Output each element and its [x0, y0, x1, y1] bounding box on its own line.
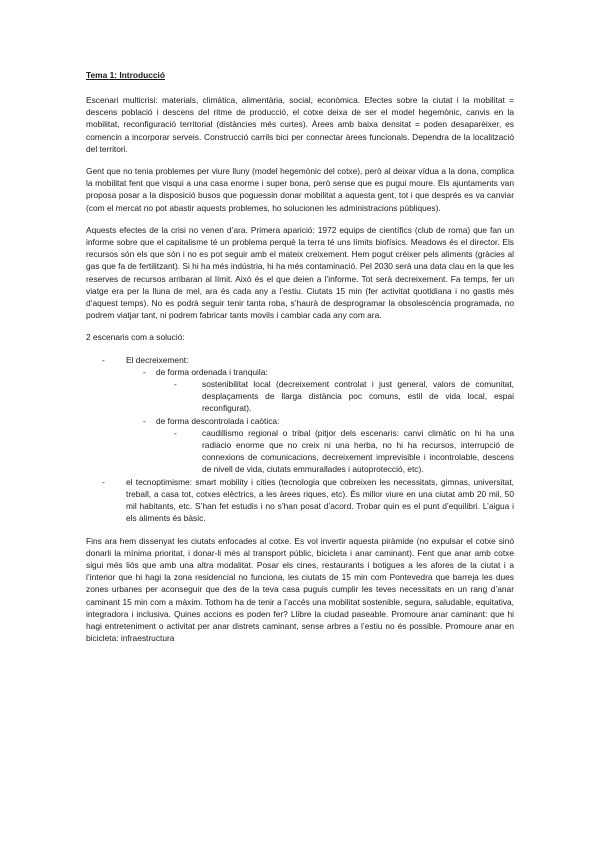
list-item-descontrolada — [86, 415, 514, 427]
page-title: Tema 1: Introducció — [86, 70, 165, 80]
dash-bullet: - — [143, 366, 146, 377]
list-item-text: caudillismo regional o tribal (pitjor dels escenaris: canvi climàtic on hi ha una radiacio enorme que no creix ni una herba, no hi ha recursos, interrupció de connexions de comunicacions, decreixement imprevisible i incontrolable, descens de nivell de vida, ciutats emmurallades i autoprotecció, etc). — [202, 427, 514, 475]
dash-bullet: - — [174, 379, 177, 390]
paragraph-multicrisis: Escenari multicrisi: materials, climàtica, alimentària, social, econòmica. Efectes sobre la ciutat i la mobilitat = descens població i descens del ritme de producció, el cotxe deixa de ser el model hegemònic, canvis en la mobilitat, reconfiguració territorial (distàncies més curtes). Àrees amb baixa densitat = poden desaparèixer, es comencin a incorporar serveis. Construcció carrils bici per connectar àrees funcionals. Dependra de la localització del territori. — [86, 95, 514, 154]
list-item-text: sostenibilitat local (decreixement controlat i just general, valors de comunitat, desplaçaments de llarga distància poc comuns, estil de vida local, espai reconfigurat). — [202, 379, 514, 414]
list-item-caudillismo — [86, 427, 514, 476]
dash-bullet: - — [102, 476, 105, 487]
dash-bullet: - — [174, 427, 177, 438]
paragraph-mobility: Gent que no tenia problemes per viure lluny (model hegemònic del cotxe), però al deixar vídua a la dona, complica la mobilitat fent que visqui a una casa enorme i super bona, però sense que es pugui moure. Els ajuntaments van proposa posar a la disposició busos que poguessin donar mobilitat a aquesta gent, tot i que després es va canviar (com el mercat no pot abastir aquests problemes, ho solucionen les administracions públiques). — [86, 166, 514, 213]
dash-bullet: - — [102, 354, 105, 365]
dash-bullet: - — [143, 415, 146, 426]
list-item-text: de forma descontrolada i caòtica: — [156, 415, 280, 426]
list-item-text: El decreixement: — [126, 354, 189, 365]
paragraph-crisis-origin: Aquests efectes de la crisi no venen d’ara. Primera aparició: 1972 equips de científics (club de roma) que fan un informe sobre que el capitalisme té un problema perquè la terra té uns límits biofísics. Meadows és el director. Els recursos són els que són i no es pot seguir amb el mateix creixement. Hem pogut créixer pels aliments (gràcies al gas que fa de fertilitzant). Si hi ha més indústria, hi ha més contaminació. Pel 2030 serà una data clau en la que les reserves de recursos arribaran al límit. Això és el que deien a l’informe. Tot serà decreixement. Fa temps, fer un viatge era per la lluna de mel, ara és cada any a l’estiu. Ciutats 15 min (fer activitat quotidiana i no gastis més d’aquest temps). No es podrà seguir tenir tanta roba, s’haurà de desprogramar la obsolescència programada, no podrem viatjar tant, ni podrem fabricar tants movils i cambiar cada any com ara. — [86, 224, 514, 321]
paragraph-city-design: Fins ara hem dissenyat les ciutats enfocades al cotxe. Es vol invertir aquesta piràmide (no expulsar el cotxe sinó donarli la mínima prioritat, i donar-li més al transport públic, bicicleta i anar caminant). Fent que anar amb cotxe sigui més liós que amb una altra modalitat. Posar els cines, restaurants i botigues a les afores de la ciutat i a l’interior que hi hagi la zona residencial no funciona, les ciutats de 15 min com Pontevedra que barreja les dues zones urbanes per aconseguir que des de la teva casa puguis cumplir les teves necessitats en un rang d’anar caminant 15 min com a màxim. Tothom ha de tenir a l’accés una mobilitat sostenible, segura, saludable, equitativa, integradora i inclusiva. Quines accions es poden fer? Llibre la ciudad paseable. Promoure anar caminant: que hi hagi entreteniment o activitat per anar distrets caminant, sense arbres a l’estiu no és possible. Promoure anar en bicicleta: infraestructura — [86, 535, 514, 644]
list-item-tecnoptimisme — [86, 476, 514, 525]
list-item-sostenibilitat — [86, 378, 514, 415]
paragraph-scenarios-intro: 2 escenaris com a solució: — [86, 332, 185, 343]
list-item-ordenada — [86, 366, 514, 378]
list-item-text: el tecnoptimisme: smart mobility i cities (tecnologia que cobreixen les necessitats, gimnas, universitat, treball, a casa tot, cotxes elèctrics, a les àrees riques, etc). És millor viure en una ciutat amb 20 mil, 50 mil habitants, etc. S’han fet estudis i no s’han posat d’acord. Trobar quin es el punt d’equilibri. L’aigua i els aliments és bàsic. — [126, 476, 514, 524]
list-item-decreixement — [86, 354, 514, 366]
list-item-text: de forma ordenada i tranquila: — [156, 366, 268, 377]
scenarios-list — [86, 354, 514, 525]
